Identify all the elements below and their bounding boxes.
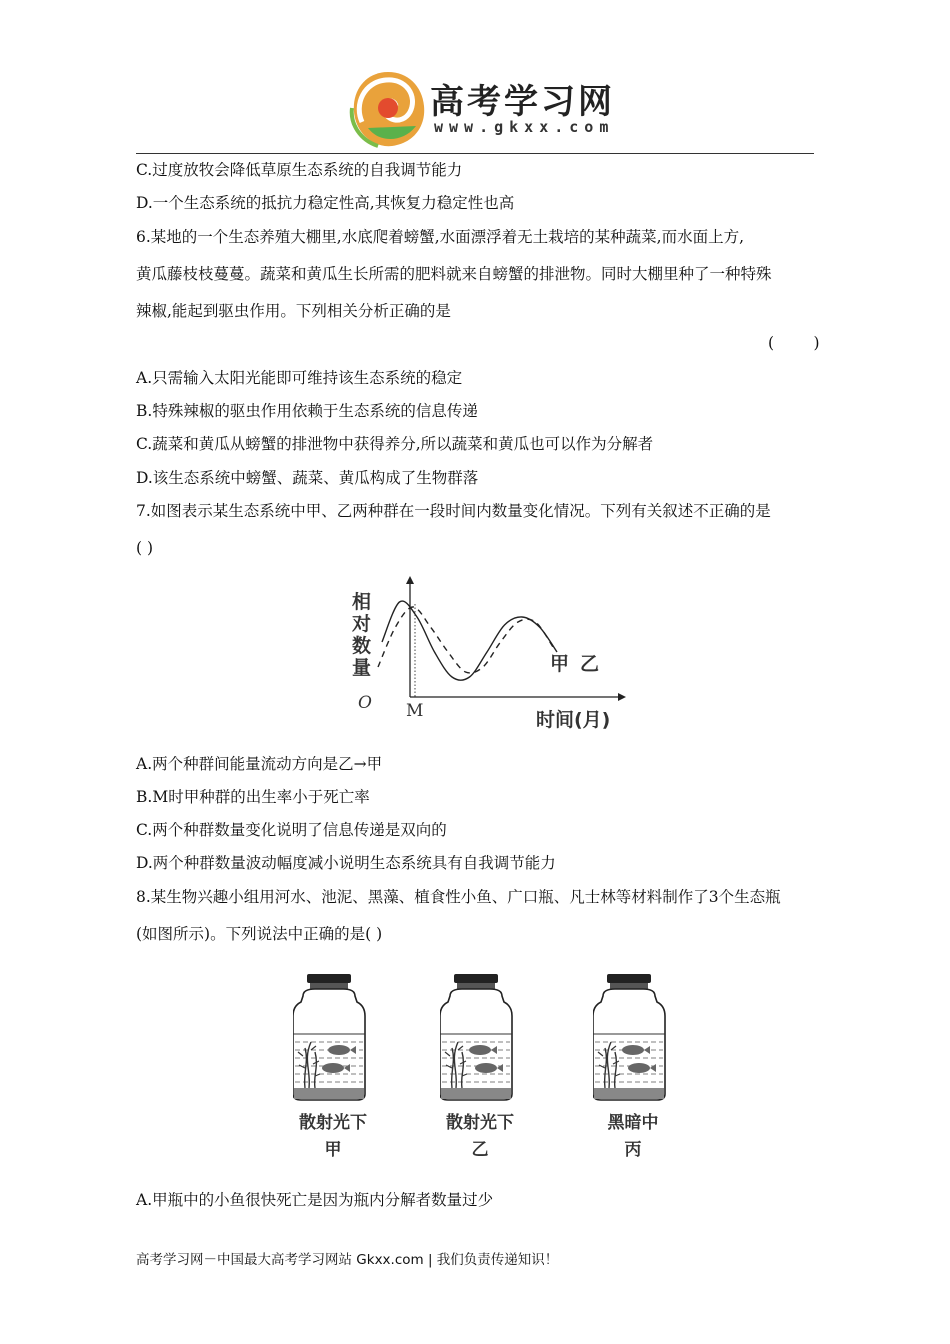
q6-option-a: A.只需输入太阳光能即可维持该生态系统的稳定 (136, 369, 463, 387)
jar-name: 丙 (624, 1140, 642, 1160)
jar-drawing (440, 972, 520, 1104)
logo-icon (348, 68, 428, 150)
q6-stem-line1: 6.某地的一个生态养殖大棚里,水底爬着螃蟹,水面漂浮着无土栽培的某种蔬菜,而水面上方, (136, 228, 744, 246)
logo-url: www.gkxx.com (434, 118, 615, 136)
q7-option-c: C.两个种群数量变化说明了信息传递是双向的 (136, 821, 447, 839)
q8-option-a: A.甲瓶中的小鱼很快死亡是因为瓶内分解者数量过少 (136, 1191, 494, 1209)
header-rule (136, 153, 814, 154)
q7-stem: 7.如图表示某生态系统中甲、乙两种群在一段时间内数量变化情况。下列有关叙述不正确的是 (136, 502, 771, 520)
series-group (378, 601, 557, 680)
y-label-1: 相 (352, 591, 372, 613)
q7-option-d: D.两个种群数量波动幅度减小说明生态系统具有自我调节能力 (136, 854, 556, 872)
jar-name: 乙 (471, 1140, 489, 1160)
series-line-yi (378, 607, 553, 673)
q7-answer-paren: ( ) (136, 539, 154, 557)
q5-option-c: C.过度放牧会降低草原生态系统的自我调节能力 (136, 161, 463, 179)
q6-option-b: B.特殊辣椒的驱虫作用依赖于生态系统的信息传递 (136, 402, 478, 420)
q6-option-c: C.蔬菜和黄瓜从螃蟹的排泄物中获得养分,所以蔬菜和黄瓜也可以作为分解者 (136, 435, 654, 453)
q8-stem-line1: 8.某生物兴趣小组用河水、池泥、黑藻、植食性小鱼、广口瓶、凡士林等材料制作了3个生态瓶 (136, 888, 781, 906)
y-axis-arrow (406, 576, 414, 584)
page-footer: 高考学习网－中国最大高考学习网站 Gkxx.com | 我们负责传递知识！ (136, 1252, 559, 1268)
jar-name: 甲 (324, 1140, 342, 1160)
jar-drawing (593, 972, 673, 1104)
q6-stem-line3: 辣椒,能起到驱虫作用。下列相关分析正确的是 (136, 302, 451, 320)
x-axis-arrow (618, 693, 626, 701)
m-label: M (406, 701, 424, 721)
logo-title: 高考学习网 (430, 82, 615, 122)
site-logo[interactable] (348, 68, 618, 150)
ecobottle-1 (293, 972, 373, 1162)
q6-stem-line2: 黄瓜藤枝枝蔓蔓。蔬菜和黄瓜生长所需的肥料就来自螃蟹的排泄物。同时大棚里种了一种特殊 (136, 265, 772, 283)
q5-option-d: D.一个生态系统的抵抗力稳定性高,其恢复力稳定性也高 (136, 194, 515, 212)
y-label-3: 数 (352, 635, 372, 657)
q7-option-b: B.M时甲种群的出生率小于死亡率 (136, 788, 370, 806)
population-chart (340, 572, 630, 737)
series-label-yi: 乙 (580, 653, 600, 675)
q6-option-d: D.该生态系统中螃蟹、蔬菜、黄瓜构成了生物群落 (136, 469, 479, 487)
ecobottle-2 (440, 972, 520, 1162)
series-line-jia (382, 601, 557, 680)
x-axis-label: 时间(月) (536, 709, 611, 731)
jar-condition: 黑暗中 (607, 1113, 659, 1133)
y-label-2: 对 (352, 613, 372, 635)
series-label-jia: 甲 (550, 653, 570, 675)
jar-condition: 散射光下 (446, 1113, 514, 1133)
jar-drawing (293, 972, 373, 1104)
y-label-4: 量 (352, 657, 372, 679)
q7-option-a: A.两个种群间能量流动方向是乙→甲 (136, 755, 383, 773)
origin-label: O (358, 693, 372, 713)
ecobottle-3 (593, 972, 673, 1162)
jar-condition: 散射光下 (299, 1113, 367, 1133)
q6-answer-paren: ( ) (768, 334, 820, 352)
q8-stem-line2: (如图所示)。下列说法中正确的是( ) (136, 925, 383, 943)
